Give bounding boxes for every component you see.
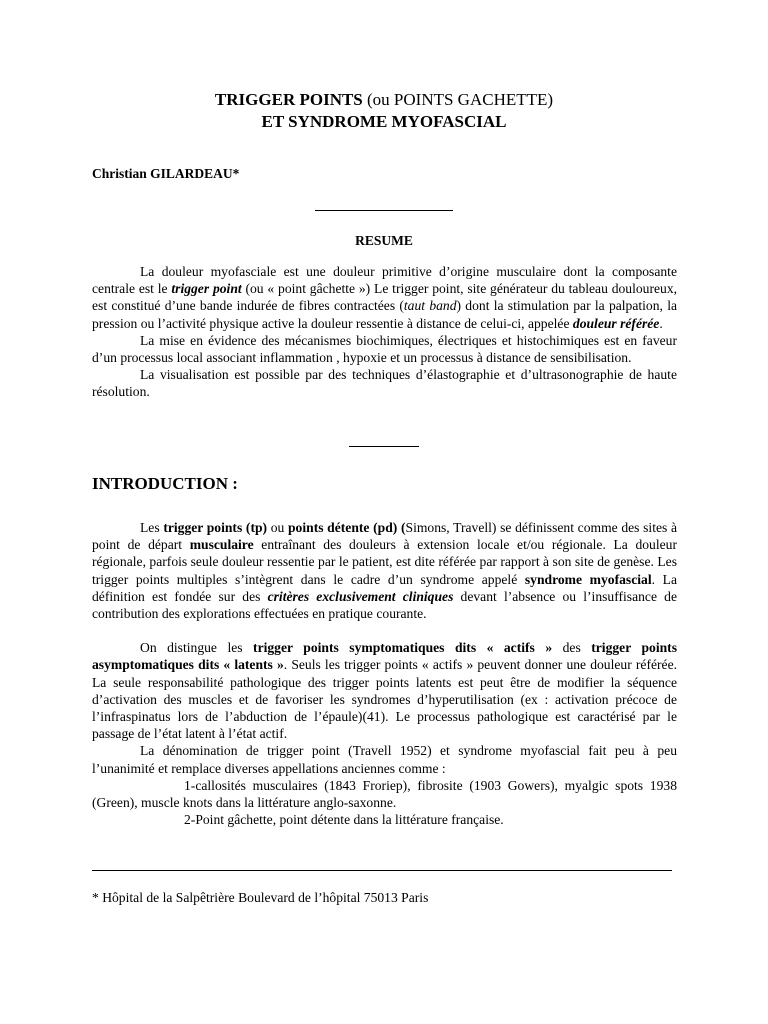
text-run: taut band (403, 298, 457, 314)
text-run: des (552, 640, 592, 656)
title-bold: TRIGGER POINTS (214, 90, 363, 109)
intro-list-item-1: 1-callosités musculaires (1843 Froriep), fibrosite (1903 Gowers), myalgic spots 1938 (Green), muscle knots dans la littérature anglo-saxonne. (92, 777, 677, 811)
text-run: . Seuls les trigger points « actifs » peuvent donner une douleur référée. La seule responsabilité pathologique des trigger points latents est peut être de modifier la séquence d’activation des muscles et de favoriser les syndromes d’hyperutilisation (ex : activation précoce de l’infraspinatus lors de l’abduction de l’épaule)(41). Le processus pathologique est caractérisé par le passage de l’état latent à l’état actif. (92, 657, 677, 742)
text-run: ) dont la stimulation par la palpation, la pression ou l’activité physique active la douleur ressentie à distance de celui-ci, appelée (92, 298, 677, 331)
title-line-2: ET SYNDROME MYOFASCIAL (261, 112, 507, 131)
intro-paragraph-1 (92, 519, 677, 622)
text-run: trigger points asymptomatiques dits « latents » (92, 640, 677, 673)
introduction-body (92, 519, 677, 828)
text-run: points détente (pd) (288, 520, 398, 535)
text-run: La douleur myofasciale est une douleur primitive d’origine musculaire dont la composante centrale est le (92, 264, 677, 297)
text-run: ou (267, 520, 288, 535)
footnote-rule (92, 870, 672, 871)
separator-rule (315, 210, 453, 211)
text-run: devant l’absence ou l’insuffisance de contribution des explorations effectuées en pratique courante. (92, 588, 677, 622)
intro-paragraph-3: La dénomination de trigger point (Travell 1952) et syndrome myofascial fait peu à peu l’unanimité et remplace diverses appellations anciennes comme : (92, 743, 677, 776)
author: Christian GILARDEAU* (92, 166, 240, 181)
intro-list-item-2: 2-Point gâchette, point détente dans la littérature française. (184, 812, 504, 828)
text-run: critères exclusivement cliniques (267, 588, 454, 604)
text-run: trigger point (171, 281, 242, 297)
text-run: douleur référée (572, 315, 660, 331)
resume-paragraph-2: La mise en évidence des mécanismes biochimiques, électriques et histochimiques est en faveur d’un processus local associant inflammation , hypoxie et un processus à distance de sensibilisation. (92, 332, 677, 366)
text-run: On distingue les (140, 640, 254, 656)
text-run: ( (400, 520, 406, 535)
title-rest: (ou POINTS GACHETTE) (362, 90, 554, 109)
title-line-1 (0, 88, 768, 112)
text-run: syndrome myofascial (524, 571, 652, 587)
text-run: trigger points (tp) (163, 520, 268, 535)
text-run: trigger points symptomatiques dits « actifs » (253, 640, 553, 656)
resume-end-rule (349, 446, 419, 447)
text-run: . (659, 315, 663, 331)
footnote: * Hôpital de la Salpêtrière Boulevard de l’hôpital 75013 Paris (92, 890, 429, 905)
text-run: . La définition est fondée sur des (92, 571, 677, 604)
text-run: Simons, Travell) se définissent comme des sites à point de départ (92, 520, 678, 553)
text-run: musculaire (189, 537, 254, 553)
text-run: Les (140, 520, 164, 535)
introduction-heading: INTRODUCTION : (92, 474, 238, 493)
resume-heading: RESUME (355, 233, 413, 248)
text-run: (ou « point gâchette ») Le trigger point, site générateur du tableau douloureux, est constitué d’une bande indurée de fibres contractées ( (92, 281, 678, 314)
resume-paragraph-1 (92, 263, 677, 332)
resume-paragraph-3: La visualisation est possible par des techniques d’élastographie et d’ultrasonographie de haute résolution. (92, 367, 677, 400)
text-run: entraînant des douleurs à extension locale et/ou régionale. La douleur régionale, parfois seule douleur ressentie par le patient, est dite référée par rapport à son site de genèse. Les trigger points multiples s’intègrent dans le cadre d’un syndrome appelé (92, 537, 677, 587)
intro-paragraph-2 (92, 639, 677, 742)
resume-body (92, 263, 677, 401)
